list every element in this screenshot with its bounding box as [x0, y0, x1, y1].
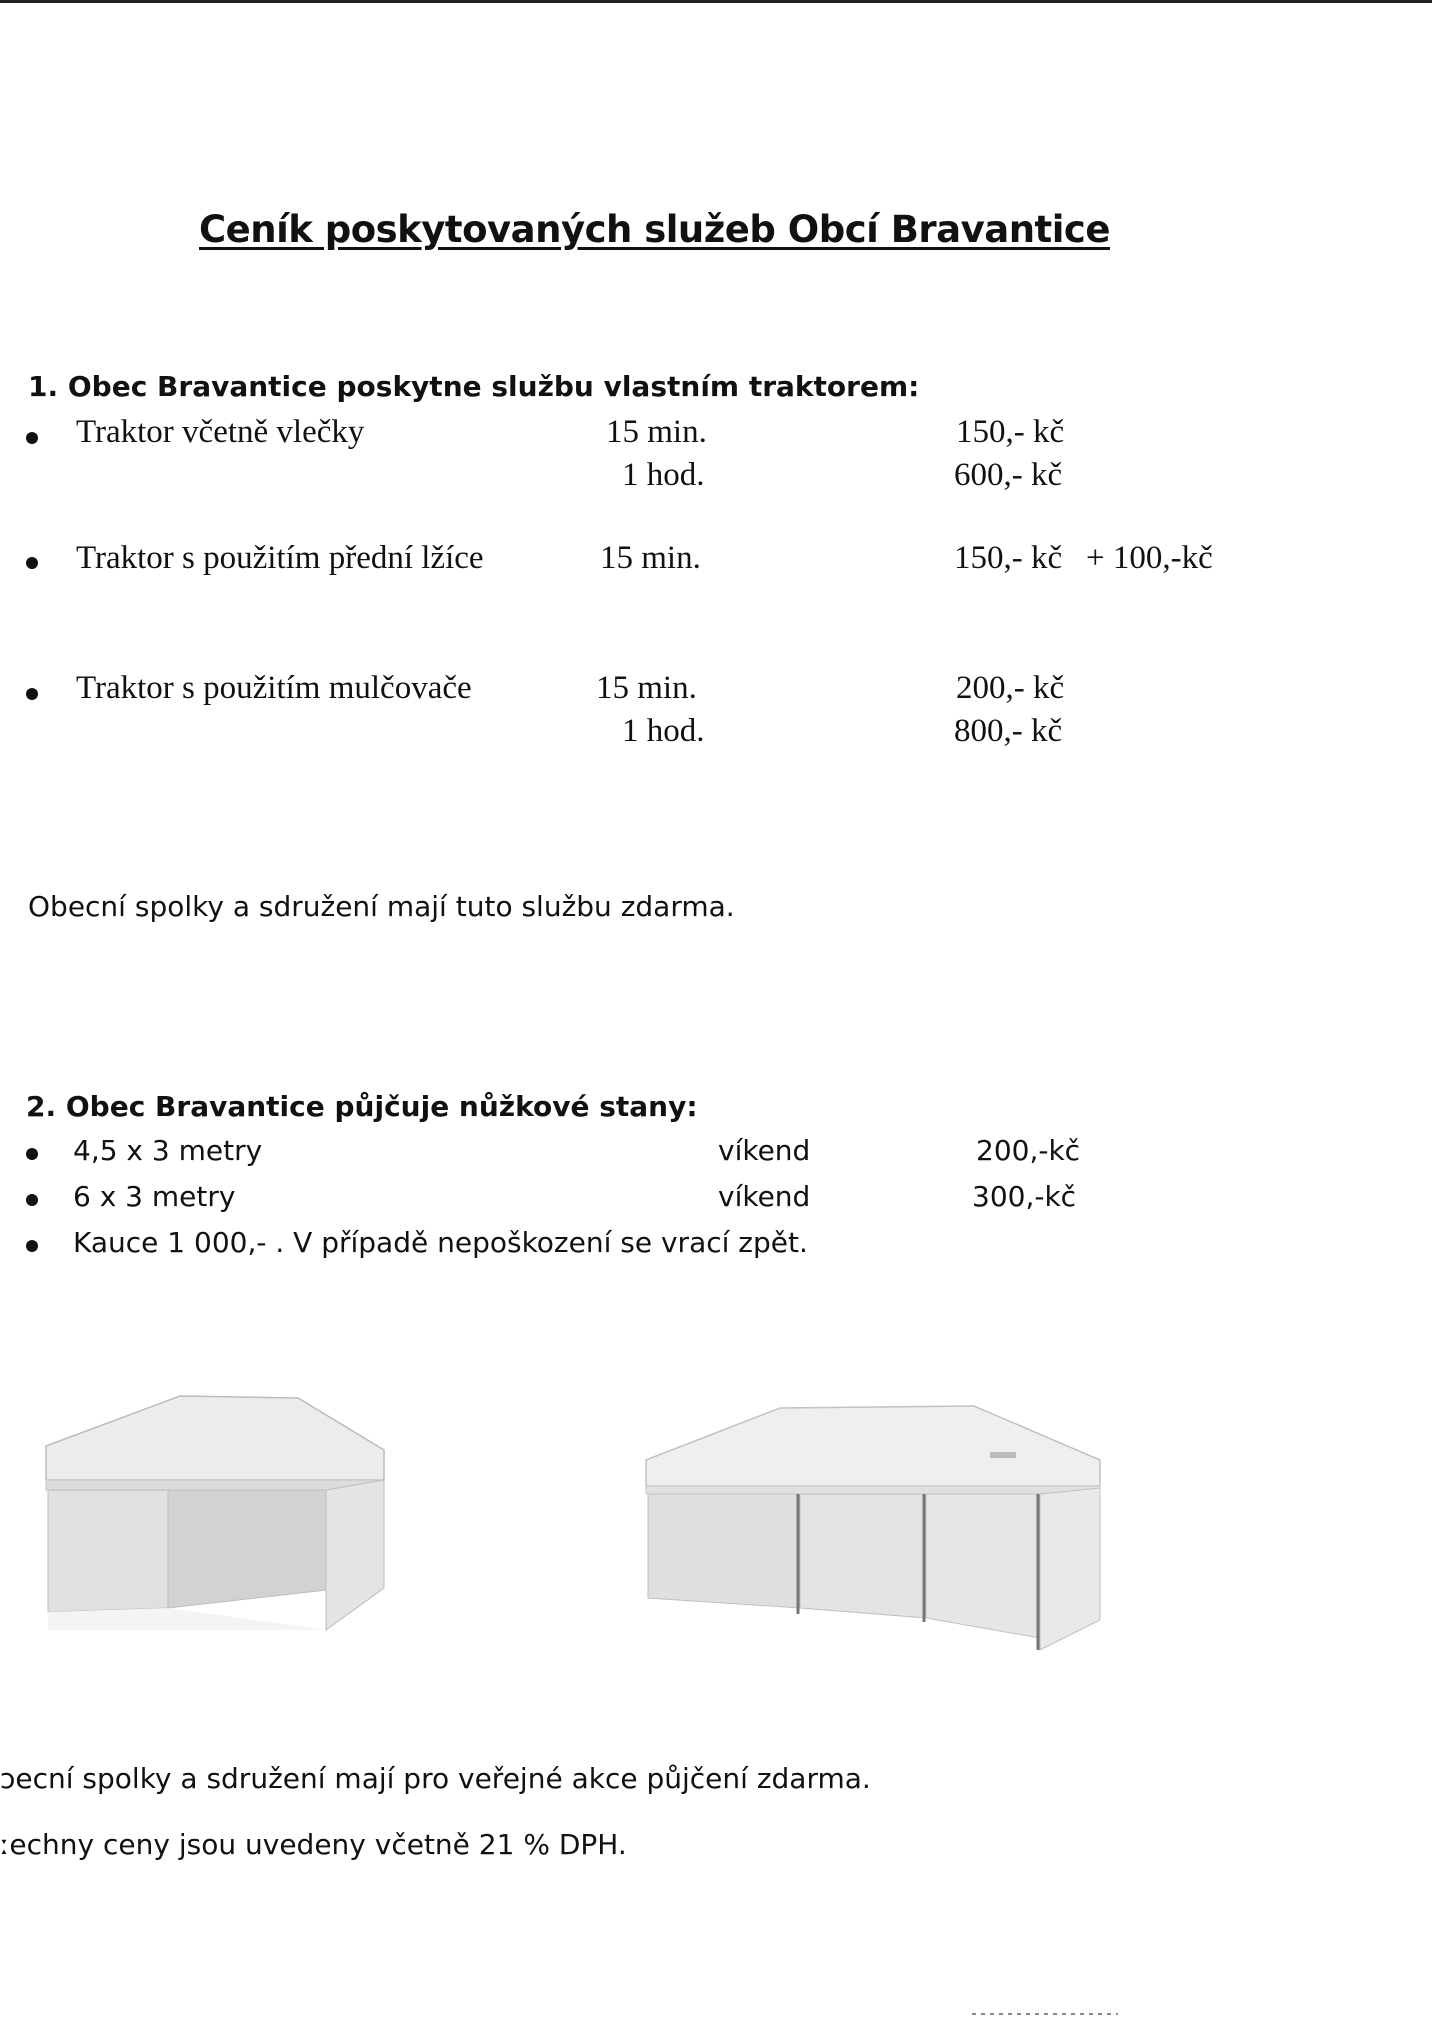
tent-large-price: 300,-kč	[972, 1180, 1077, 1213]
deposit-note: Kauce 1 000,- . V případě nepoškození se vrací zpět.	[73, 1226, 808, 1259]
service-tractor-trailer-label: Traktor včetně vlečky	[76, 414, 365, 450]
bullet-icon	[26, 688, 38, 700]
page-top-border	[0, 0, 1432, 3]
scan-artifact	[970, 2004, 1120, 2018]
small-tent-image	[40, 1390, 400, 1640]
service-mulcher-price-1: 200,- kč	[956, 670, 1065, 706]
section-2-heading: 2. Obec Bravantice půjčuje nůžkové stany:	[26, 1090, 698, 1123]
service-mulcher-label: Traktor s použitím mulčovače	[76, 670, 472, 706]
tent-large-label: 6 x 3 metry	[73, 1180, 236, 1213]
bullet-icon	[26, 557, 38, 569]
footer-line-1: ɔecní spolky a sdružení mají pro veřejné akce půjčení zdarma.	[0, 1762, 871, 1795]
bullet-icon	[26, 1240, 38, 1252]
bullet-icon	[26, 432, 38, 444]
service-mulcher-price-2: 800,- kč	[954, 713, 1063, 749]
service-front-loader-price: 150,- kč	[954, 540, 1063, 576]
tent-large-period: víkend	[718, 1180, 811, 1213]
bullet-icon	[26, 1148, 38, 1160]
service-mulcher-time-2: 1 hod.	[622, 713, 705, 749]
section-1-note: Obecní spolky a sdružení mají tuto službu zdarma.	[28, 890, 735, 923]
tent-small-period: víkend	[718, 1134, 811, 1167]
service-tractor-trailer-time-2: 1 hod.	[622, 457, 705, 493]
tent-small-price: 200,-kč	[976, 1134, 1081, 1167]
service-tractor-trailer-time-1: 15 min.	[606, 414, 707, 450]
large-tent-image	[640, 1398, 1110, 1658]
service-front-loader-label: Traktor s použitím přední lžíce	[76, 540, 484, 576]
service-mulcher-time-1: 15 min.	[596, 670, 697, 706]
service-tractor-trailer-price-2: 600,- kč	[954, 457, 1063, 493]
page-title: Ceník poskytovaných služeb Obcí Bravantice	[199, 208, 1110, 251]
tent-small-label: 4,5 x 3 metry	[73, 1134, 263, 1167]
footer-line-2: ːechny ceny jsou uvedeny včetně 21 % DPH.	[0, 1828, 627, 1861]
bullet-icon	[26, 1194, 38, 1206]
service-front-loader-extra: + 100,-kč	[1086, 540, 1213, 576]
service-front-loader-time: 15 min.	[600, 540, 701, 576]
section-1-heading: 1. Obec Bravantice poskytne službu vlastním traktorem:	[28, 370, 920, 403]
service-tractor-trailer-price-1: 150,- kč	[956, 414, 1065, 450]
